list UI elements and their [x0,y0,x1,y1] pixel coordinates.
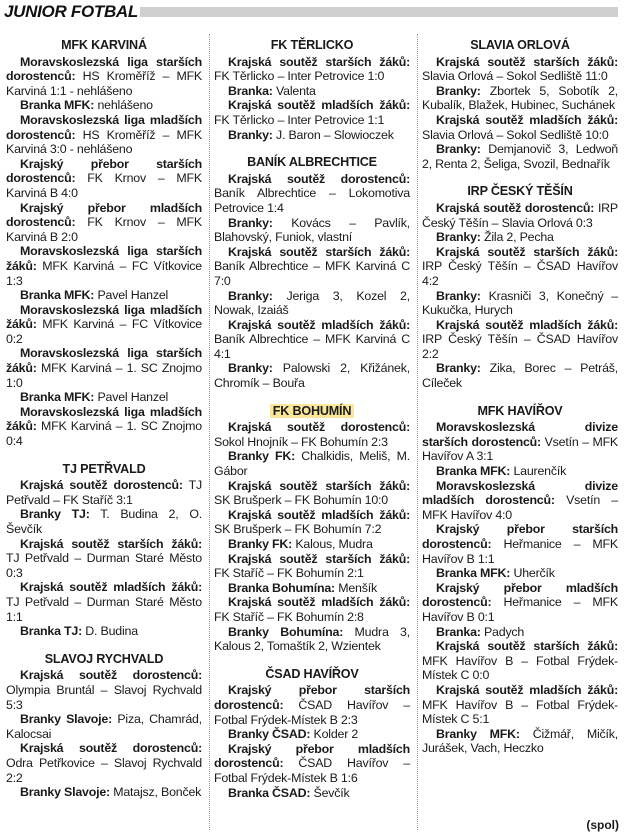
entry-label: Branka TJ: [20,624,83,639]
entry-label: Krajská soutěž dorostenců: [20,741,202,756]
entry-text: Pavel Hanzel [94,288,169,303]
result-entry [214,172,410,216]
club-section [214,404,410,654]
club-name-text: ČSAD HAVÍŘOV [265,666,359,681]
result-entry [214,420,410,449]
entry-label: Branka MFK: [20,98,95,113]
club-section [422,404,618,756]
entry-label: Branka: [228,83,273,98]
entry-label: Krajská soutěž mladších žáků: [436,317,618,332]
entry-text: Žila 2, Pecha [480,230,554,245]
result-entry [6,580,202,624]
entry-label: Branky Bohumína: [228,624,344,639]
result-entry [6,346,202,390]
entry-text: Baník Albrechtice – MFK Karviná C 7:0 [214,259,410,288]
result-entry [214,479,410,508]
entry-label: Moravskoslezská liga mladších žáků: [6,302,202,332]
entry-text: Pavel Hanzel [94,390,169,405]
club-name [214,38,410,53]
entry-label: Krajská soutěž mladších žáků: [228,98,410,113]
club-name-text: SLAVOJ RYCHVALD [44,651,164,666]
entry-label: Krajská soutěž mladších žáků: [20,580,202,595]
entry-label: Branky: [436,288,481,303]
result-entry [422,479,618,523]
result-entry [422,361,618,390]
entry-label: Krajská soutěž mladších žáků: [228,317,410,332]
club-section [214,667,410,800]
entry-label: Krajská soutěž starších žáků: [436,54,618,69]
header-bar [140,7,618,17]
result-entry [214,245,410,289]
entry-label: Krajská soutěž starších žáků: [228,244,410,259]
entry-label: Branky Slavoje: [20,785,110,800]
result-entry [6,157,202,201]
entry-text: Ševčík [310,785,350,800]
entry-label: Krajská soutěž starších žáků: [228,54,410,69]
entry-text: nehlášeno [94,98,153,113]
result-entry [422,55,618,84]
club-name [214,155,410,170]
result-entry [422,581,618,625]
club-section [6,38,202,449]
entry-text: SK Brušperk – FK Bohumín 7:2 [214,522,382,537]
result-entry [422,245,618,289]
entry-text: Padych [480,624,525,639]
entry-label: Branky FK: [228,449,296,464]
result-entry [214,84,410,99]
entry-text: Sokol Hnojník – FK Bohumín 2:3 [214,434,388,449]
entry-label: Moravskoslezská liga starších žáků: [6,244,202,273]
result-entry [214,98,410,127]
result-entry [422,420,618,464]
result-entry [6,741,202,785]
column-2 [214,38,410,813]
result-entry [422,230,618,245]
result-entry [422,639,618,683]
result-entry [214,683,410,727]
result-entry [6,668,202,712]
entry-text: MFK Karviná – 1. SC Znojmo 1:0 [6,361,202,390]
entry-label: Krajská soutěž mladších žáků: [228,595,410,610]
entry-label: Branky Slavoje: [20,712,113,727]
result-entry [214,508,410,537]
entry-label: Moravskoslezská liga mladších dorostenců: [6,112,202,142]
entry-text: FK Krnov – MFK Karviná B 2:0 [6,215,202,244]
entry-text: Vsetín – MFK Havířov A 3:1 [422,434,619,464]
entry-label: Branky FK: [228,537,293,551]
entry-text: D. Budina [82,624,138,639]
entry-text: MFK Karviná – FC Vítkovice 1:3 [6,258,202,288]
entry-text: SK Brušperk – FK Bohumín 10:0 [214,493,388,508]
result-entry [6,55,202,99]
entry-label: Branky ČSAD: [228,727,311,742]
club-name-text: TJ PETŘVALD [62,461,146,476]
result-entry [214,537,410,552]
entry-label: Branka ČSAD: [228,785,311,800]
entry-text: IRP Český Těšín – Slavia Orlová 0:3 [422,200,618,230]
entry-label: Krajská soutěž dorostenců: [436,200,595,215]
result-entry [214,216,410,245]
entry-label: Branky: [228,215,273,230]
entry-label: Krajská soutěž mladších žáků: [436,112,618,127]
entry-label: Branky: [228,127,273,142]
result-entry [214,595,410,624]
entry-label: Krajská soutěž mladších žáků: [228,507,410,522]
result-entry [422,84,618,113]
entry-text: MFK Havířov B – Fotbal Frýdek-Místek C 0:0 [422,653,618,683]
result-entry [422,289,618,318]
page-title: JUNIOR FOTBAL [4,2,138,21]
club-name [422,184,618,199]
result-entry [6,712,202,741]
entry-text: FK Staříč – FK Bohumín 2:8 [214,609,364,624]
club-name-text: FK TĚRLICKO [270,38,354,52]
result-entry [214,786,410,801]
entry-text: Piza, Chamrád, Kalocsai [6,712,202,741]
entry-label: Branky: [436,83,481,98]
club-section [6,462,202,639]
entry-label: Krajská soutěž dorostenců: [20,478,183,493]
entry-text: Slavia Orlová – Sokol Sedliště 10:0 [422,127,609,142]
entry-text: Zika, Borec – Petráš, Cíleček [422,361,618,391]
entry-label: Branky: [436,230,481,245]
entry-text: Kalous, Mudra [292,537,373,551]
entry-text: T. Budina 2, O. Ševčík [6,507,202,536]
entry-label: Moravskoslezská liga starších žáků: [6,346,202,376]
entry-text: Heřmanice – MFK Havířov B 1:1 [422,537,618,566]
entry-text: HS Kroměříž – MFK Karviná 3:0 - nehlášeno [6,127,202,157]
entry-text: TJ Petřvald – FK Staříč 3:1 [6,478,202,507]
entry-label: Moravskoslezská divize mladších dorostenců: [422,478,618,508]
result-entry [214,449,410,478]
entry-text: Kolder 2 [310,727,359,742]
column-3 [422,38,618,769]
club-name-text: FK BOHUMÍN [270,404,354,418]
result-entry [6,478,202,507]
entry-text: HS Kroměříž – MFK Karviná 1:1 - nehlášeno [6,69,202,98]
result-entry [214,625,410,654]
result-entry [422,625,618,640]
entry-text: Demjanovič 3, Ledwoň 2, Renta 2, Šeliga, Svozil, Bednařík [422,142,618,171]
entry-label: Krajský přebor starších dorostenců: [6,156,202,186]
result-entry [6,98,202,113]
entry-label: Krajská soutěž starších žáků: [20,536,202,551]
result-entry [6,244,202,288]
byline: (spol) [586,818,619,832]
result-entry [6,390,202,405]
entry-text: MFK Karviná – 1. SC Znojmo 0:4 [6,419,202,449]
result-entry [214,552,410,581]
entry-label: Branka MFK: [20,390,95,405]
result-entry [422,318,618,362]
club-name [214,404,410,419]
entry-text: Laurenčík [510,464,567,479]
entry-text: FK Těrlicko – Inter Petrovice 1:0 [214,69,385,84]
entry-text: J. Baron – Slowioczek [272,127,394,142]
entry-label: Branka MFK: [436,464,511,479]
entry-label: Krajský přebor mladších dorostenců: [422,580,618,610]
entry-label: Krajská soutěž starších žáků: [436,244,618,259]
entry-text: Odra Petřkovice – Slavoj Rychvald 2:2 [6,755,202,785]
result-entry [214,361,410,390]
club-section [422,38,618,171]
entry-text: Chalkidis, Meliš, M. Gábor [214,449,410,479]
result-entry [422,142,618,171]
result-entry [422,727,618,756]
entry-text: FK Staříč – FK Bohumín 2:1 [214,566,364,581]
entry-label: Krajská soutěž mladších žáků: [436,682,618,697]
result-entry [422,201,618,230]
entry-text: Jeriga 3, Kozel 2, Nowak, Izaiáš [214,288,410,318]
club-name [214,667,410,682]
entry-label: Branky TJ: [20,507,90,522]
page-header [0,0,625,24]
entry-label: Branka MFK: [20,288,95,303]
entry-label: Moravskoslezská liga starších dorostenců: [6,54,202,84]
result-entry [214,128,410,143]
entry-text: Valenta [272,83,316,98]
entry-label: Krajská soutěž starších žáků: [228,551,410,566]
entry-text: Zbortek 5, Sobotík 2, Kubalík, Blažek, Hubinec, Suchánek [422,83,618,113]
entry-label: Krajská soutěž dorostenců: [20,668,202,683]
entry-label: Branky: [436,142,481,157]
entry-text: IRP Český Těšín – ČSAD Havířov 4:2 [422,259,618,288]
result-entry [422,683,618,727]
club-section [6,652,202,800]
entry-label: Moravskoslezská liga mladších žáků: [6,404,202,434]
club-name-text: IRP ČESKÝ TĚŠÍN [467,184,573,199]
entry-text: Matajsz, Bonček [109,785,202,800]
club-name [422,404,618,419]
entry-text: IRP Český Těšín – ČSAD Havířov 2:2 [422,332,618,361]
club-name [6,652,202,667]
entry-text: Baník Albrechtice – Lokomotiva Petrovice 1:4 [214,186,410,215]
entry-label: Branky: [228,288,273,303]
column-1 [6,38,202,813]
entry-text: Uherčík [510,566,555,581]
entry-text: TJ Petřvald – Durman Staré Město 0:3 [6,551,202,580]
result-entry [422,113,618,142]
entry-label: Branky: [228,361,273,376]
result-entry [6,201,202,245]
result-entry [214,727,410,742]
result-entry [6,405,202,449]
result-entry [214,55,410,84]
entry-label: Krajská soutěž starších žáků: [228,478,410,493]
result-entry [6,507,202,536]
entry-label: Krajská soutěž starších žáků: [436,639,618,654]
result-entry [6,785,202,800]
entry-label: Krajský přebor mladších dorostenců: [6,200,202,230]
entry-text: Čižmář, Mičík, Jurášek, Vach, Heczko [422,726,618,756]
entry-text: MFK Karviná – FC Vítkovice 0:2 [6,317,202,346]
entry-text: Palowski 2, Křižánek, Chromík – Bouřa [214,361,410,391]
entry-label: Krajský přebor mladších dorostenců: [214,741,410,771]
entry-label: Krajská soutěž dorostenců: [228,171,410,186]
entry-text: Olympia Bruntál – Slavoj Rychvald 5:3 [6,682,202,712]
entry-text: Krasniči 3, Konečný – Kukučka, Hurych [422,288,618,318]
result-entry [214,581,410,596]
result-entry [214,289,410,318]
result-entry [214,742,410,786]
entry-label: Krajský přebor starších dorostenců: [422,522,618,551]
column-divider [417,34,418,830]
entry-text: FK Krnov – MFK Karviná B 4:0 [6,171,202,200]
entry-label: Krajský přebor starších dorostenců: [214,683,410,712]
club-name-text: SLAVIA ORLOVÁ [470,38,570,52]
club-name-text: MFK HAVÍŘOV [477,403,563,418]
entry-text: Menšík [334,580,377,595]
result-entry [6,288,202,303]
entry-text: ČSAD Havířov – Fotbal Frýdek-Místek B 1:6 [214,756,410,785]
club-name [6,38,202,53]
entry-text: FK Těrlicko – Inter Petrovice 1:1 [214,112,385,127]
entry-text: Slavia Orlová – Sokol Sedliště 11:0 [422,69,608,84]
column-divider [209,34,210,830]
entry-text: Vsetín – MFK Havířov 4:0 [422,493,618,522]
entry-text: Kovács – Pavlík, Blahovský, Funiok, vlastní [214,215,410,245]
club-section [422,184,618,390]
result-entry [214,318,410,362]
entry-text: MFK Havířov B – Fotbal Frýdek-Místek C 5:1 [422,697,618,727]
result-entry [422,566,618,581]
entry-label: Moravskoslezská divize starších dorostenců: [422,420,618,449]
result-entry [6,303,202,347]
entry-text: Baník Albrechtice – MFK Karviná C 4:1 [214,332,410,361]
club-name-text: BANÍK ALBRECHTICE [247,155,377,170]
entry-label: Branka MFK: [436,566,511,581]
result-entry [6,624,202,639]
result-entry [422,464,618,479]
club-section [214,38,410,142]
club-name [422,38,618,53]
entry-label: Branka Bohumína: [228,580,335,595]
entry-text: ČSAD Havířov – Fotbal Frýdek-Místek B 2:3 [214,697,410,727]
club-section [214,155,410,391]
result-entry [422,522,618,566]
entry-label: Krajská soutěž dorostenců: [228,420,410,435]
entry-label: Branky MFK: [436,726,520,741]
result-entry [6,537,202,581]
club-name-text: MFK KARVINÁ [61,38,147,52]
entry-label: Branky: [436,361,481,376]
club-name [6,462,202,477]
entry-text: TJ Petřvald – Durman Staré Město 1:1 [6,594,202,624]
entry-text: Mudra 3, Kalous 2, Tomaštík 2, Wzientek [214,624,410,654]
result-entry [6,113,202,157]
entry-text: Heřmanice – MFK Havířov B 0:1 [422,595,618,624]
entry-label: Branka: [436,624,481,639]
